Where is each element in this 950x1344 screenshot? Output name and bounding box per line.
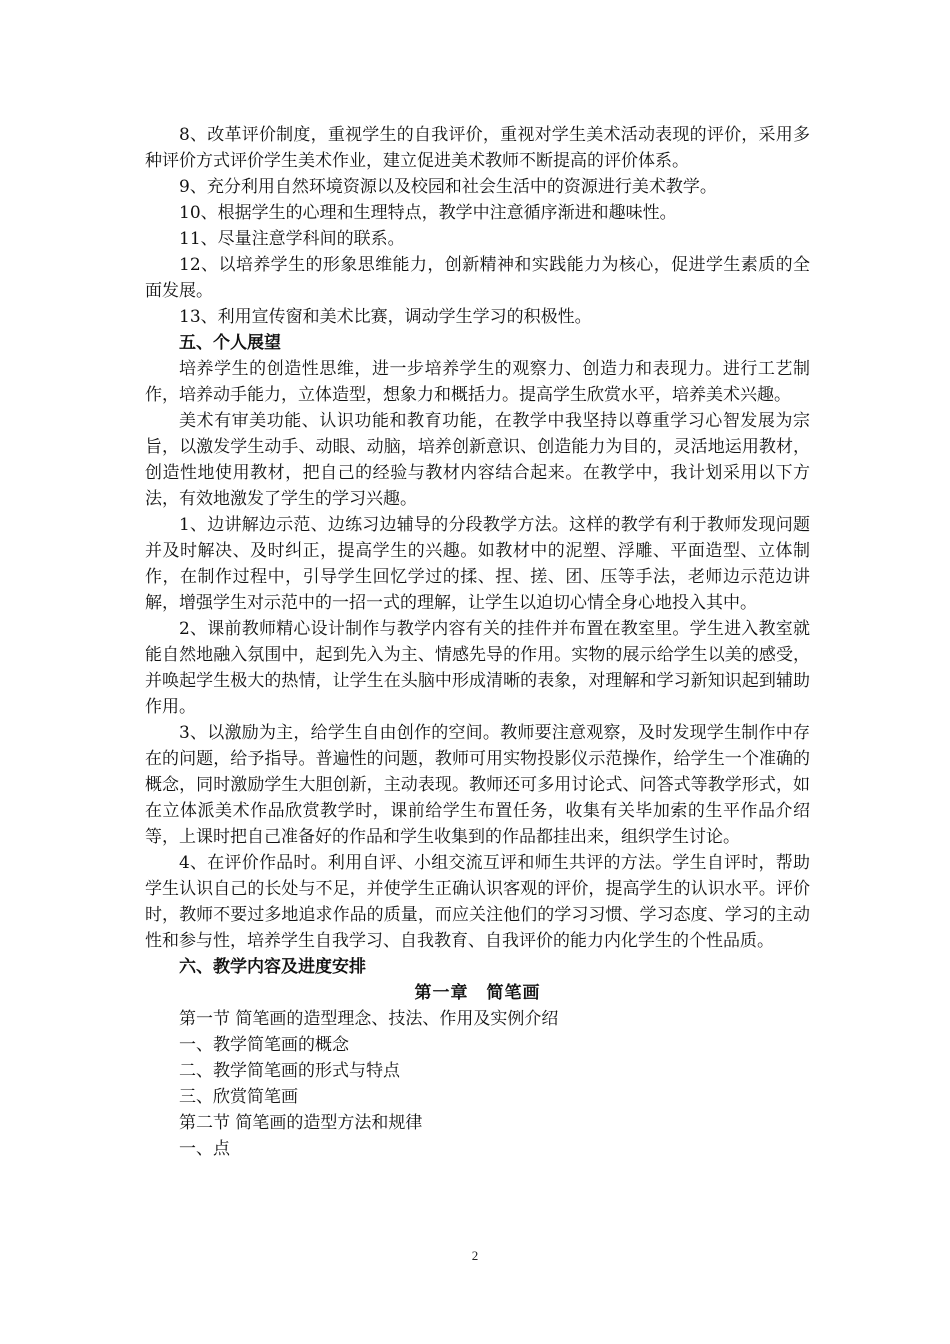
paragraph: 1、边讲解边示范、边练习边辅导的分段教学方法。这样的教学有利于教师发现问题并及时解决、及时纠正，提高学生的兴趣。如教材中的泥塑、浮雕、平面造型、立体制作，在制作过程中，引导学生回忆学过的揉、捏、搓、团、压等手法，老师边示范边讲解，增强学生对示范中的一招一式的理解，让学生以迫切心情全身心地投入其中。 xyxy=(145,515,810,613)
paragraph: 11、尽量注意学科间的联系。 xyxy=(179,229,405,249)
outline-item: 一、点 xyxy=(179,1139,230,1159)
paragraph: 8、改革评价制度，重视学生的自我评价，重视对学生美术活动表现的评价，采用多种评价方式评价学生美术作业，建立促进美术教师不断提高的评价体系。 xyxy=(145,125,810,171)
paragraph: 美术有审美功能、认识功能和教育功能，在教学中我坚持以尊重学习心智发展为宗旨，以激发学生动手、动眼、动脑，培养创新意识、创造能力为目的，灵活地运用教材，创造性地使用教材，把自己的经验与教材内容结合起来。在教学中，我计划采用以下方法，有效地激发了学生的学习兴趣。 xyxy=(145,411,810,509)
outline-item: 三、欣赏简笔画 xyxy=(179,1087,298,1107)
paragraph: 2、课前教师精心设计制作与教学内容有关的挂件并布置在教室里。学生进入教室就能自然地融入氛围中，起到先入为主、情感先导的作用。实物的展示给学生以美的感受，并唤起学生极大的热情，让学生在头脑中形成清晰的表象，对理解和学习新知识起到辅助作用。 xyxy=(145,619,810,717)
chapter-title: 第一章 简笔画 xyxy=(414,983,541,1003)
paragraph: 9、充分利用自然环境资源以及校园和社会生活中的资源进行美术教学。 xyxy=(179,177,717,197)
section-heading: 六、教学内容及进度安排 xyxy=(179,957,366,977)
paragraph: 13、利用宣传窗和美术比赛，调动学生学习的积极性。 xyxy=(179,307,592,327)
section-heading: 五、个人展望 xyxy=(179,333,281,353)
page-number: 2 xyxy=(471,1248,479,1263)
paragraph: 4、在评价作品时。利用自评、小组交流互评和师生共评的方法。学生自评时，帮助学生认识自己的长处与不足，并使学生正确认识客观的评价，提高学生的认识水平。评价时，教师不要过多地追求作品的质量，而应关注他们的学习习惯、学习态度、学习的主动性和参与性，培养学生自我学习、自我教育、自我评价的能力内化学生的个性品质。 xyxy=(145,853,810,951)
paragraph: 12、以培养学生的形象思维能力，创新精神和实践能力为核心，促进学生素质的全面发展。 xyxy=(145,255,810,301)
outline-item: 二、教学简笔画的形式与特点 xyxy=(179,1061,400,1081)
document-body xyxy=(145,122,810,1162)
outline-item: 一、教学简笔画的概念 xyxy=(179,1035,349,1055)
paragraph: 3、以激励为主，给学生自由创作的空间。教师要注意观察，及时发现学生制作中存在的问题，给予指导。普遍性的问题，教师可用实物投影仪示范操作，给学生一个准确的概念，同时激励学生大胆创新，主动表现。教师还可多用讨论式、问答式等教学形式，如在立体派美术作品欣赏教学时，课前给学生布置任务，收集有关毕加索的生平作品介绍等，上课时把自己准备好的作品和学生收集到的作品都挂出来，组织学生讨论。 xyxy=(145,723,810,847)
paragraph: 培养学生的创造性思维，进一步培养学生的观察力、创造力和表现力。进行工艺制作，培养动手能力，立体造型，想象力和概括力。提高学生欣赏水平，培养美术兴趣。 xyxy=(145,359,810,405)
outline-item: 第一节 简笔画的造型理念、技法、作用及实例介绍 xyxy=(179,1009,559,1029)
outline-item: 第二节 简笔画的造型方法和规律 xyxy=(179,1113,423,1133)
paragraph: 10、根据学生的心理和生理特点，教学中注意循序渐进和趣味性。 xyxy=(179,203,677,223)
